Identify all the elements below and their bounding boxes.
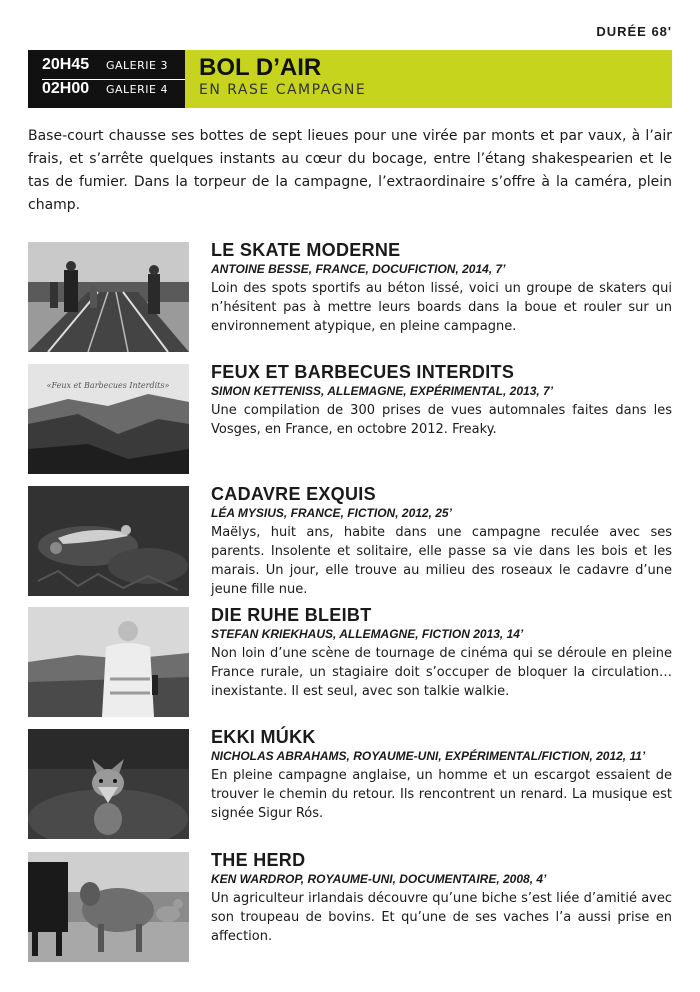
program-title-block xyxy=(185,50,672,108)
film-title: FEUX ET BARBECUES INTERDITS xyxy=(211,362,515,382)
film-credits: LÉA MYSIUS, FRANCE, FICTION, 2012, 25’ xyxy=(211,506,452,520)
schedule-location: GALERIE 3 xyxy=(106,59,168,72)
schedule-row xyxy=(42,56,185,79)
duration-label: DURÉE 68' xyxy=(596,24,672,39)
film-still-ekki xyxy=(28,729,189,839)
film-still-cadavre xyxy=(28,486,189,596)
film-info xyxy=(211,604,672,701)
intro-paragraph: Base-court chausse ses bottes de sept lieues pour une virée par monts et par vaux, à l’air frais, et s’arrête quelques instants au cœur du bocage, entre l’étang shakespearien et le tas de fumier. Dans la torpeur de la campagne, l’extraordinaire s’offre à la caméra, plein champ. xyxy=(28,128,672,213)
film-title: THE HERD xyxy=(211,850,306,870)
film-credits: NICHOLAS ABRAHAMS, ROYAUME-UNI, EXPÉRIMENTAL/FICTION, 2012, 11’ xyxy=(211,749,646,763)
schedule-time: 02H00 xyxy=(42,80,90,97)
film-credits: SIMON KETTENISS, ALLEMAGNE, EXPÉRIMENTAL, 2013, 7’ xyxy=(211,384,554,398)
film-still-herd xyxy=(28,852,189,962)
film-entry xyxy=(28,607,672,717)
program-header xyxy=(28,50,672,108)
film-entry xyxy=(28,852,672,962)
film-description: En pleine campagne anglaise, un homme et un escargot essaient de trouver le chemin du retour. Ils rencontrent un renard. La musique est signée Sigur Rós. xyxy=(211,768,672,821)
film-info xyxy=(211,239,672,336)
film-description: Maëlys, huit ans, habite dans une campagne reculée avec ses parents. Insolente et solitaire, elle passe sa vie dans les bois et les marais. Un jour, elle trouve au milieu des roseaux le cadavre d’une jeune fille nue. xyxy=(211,525,672,597)
film-info xyxy=(211,849,672,946)
schedule-block xyxy=(28,50,185,108)
film-entry xyxy=(28,729,672,839)
film-title: DIE RUHE BLEIBT xyxy=(211,605,372,625)
film-credits: ANTOINE BESSE, FRANCE, DOCUFICTION, 2014, 7’ xyxy=(211,262,506,276)
program-title: BOL D’AIR xyxy=(199,54,322,81)
film-entry xyxy=(28,242,672,352)
film-title: LE SKATE MODERNE xyxy=(211,240,401,260)
still-caption: «Feux et Barbecues Interdits» xyxy=(46,381,170,390)
program-subtitle: EN RASE CAMPAGNE xyxy=(199,82,367,98)
film-title: CADAVRE EXQUIS xyxy=(211,484,376,504)
film-info xyxy=(211,726,672,823)
film-entry xyxy=(28,364,672,474)
film-description: Un agriculteur irlandais découvre qu’une biche s’est liée d’amitié avec son troupeau de bovins. Et qu’une de ses vaches l’a aussi prise en affection. xyxy=(211,891,672,944)
film-still-feux xyxy=(28,364,189,474)
film-credits: STEFAN KRIEKHAUS, ALLEMAGNE, FICTION 2013, 14’ xyxy=(211,627,524,641)
film-info xyxy=(211,483,672,599)
film-still-skate xyxy=(28,242,189,352)
film-description: Loin des spots sportifs au béton lissé, voici un groupe de skaters qui n’hésitent pas à mettre leurs boards dans la boue et rouler sur un environnement atypique, en pleine campagne. xyxy=(211,281,672,334)
schedule-time: 20H45 xyxy=(42,56,90,73)
film-info xyxy=(211,361,672,439)
film-title: EKKI MÚKK xyxy=(211,727,316,747)
film-still-ruhe xyxy=(28,607,189,717)
film-entry xyxy=(28,486,672,596)
schedule-row xyxy=(42,79,185,102)
film-description: Non loin d’une scène de tournage de cinéma qui se déroule en pleine France rurale, un stagiaire doit s’occuper de bloquer la circulation… inexistante. Il est seul, avec son talkie walkie. xyxy=(211,646,672,699)
film-credits: KEN WARDROP, ROYAUME-UNI, DOCUMENTAIRE, 2008, 4’ xyxy=(211,872,547,886)
film-description: Une compilation de 300 prises de vues automnales faites dans les Vosges, en France, en octobre 2012. Freaky. xyxy=(211,403,672,437)
schedule-location: GALERIE 4 xyxy=(106,83,168,96)
